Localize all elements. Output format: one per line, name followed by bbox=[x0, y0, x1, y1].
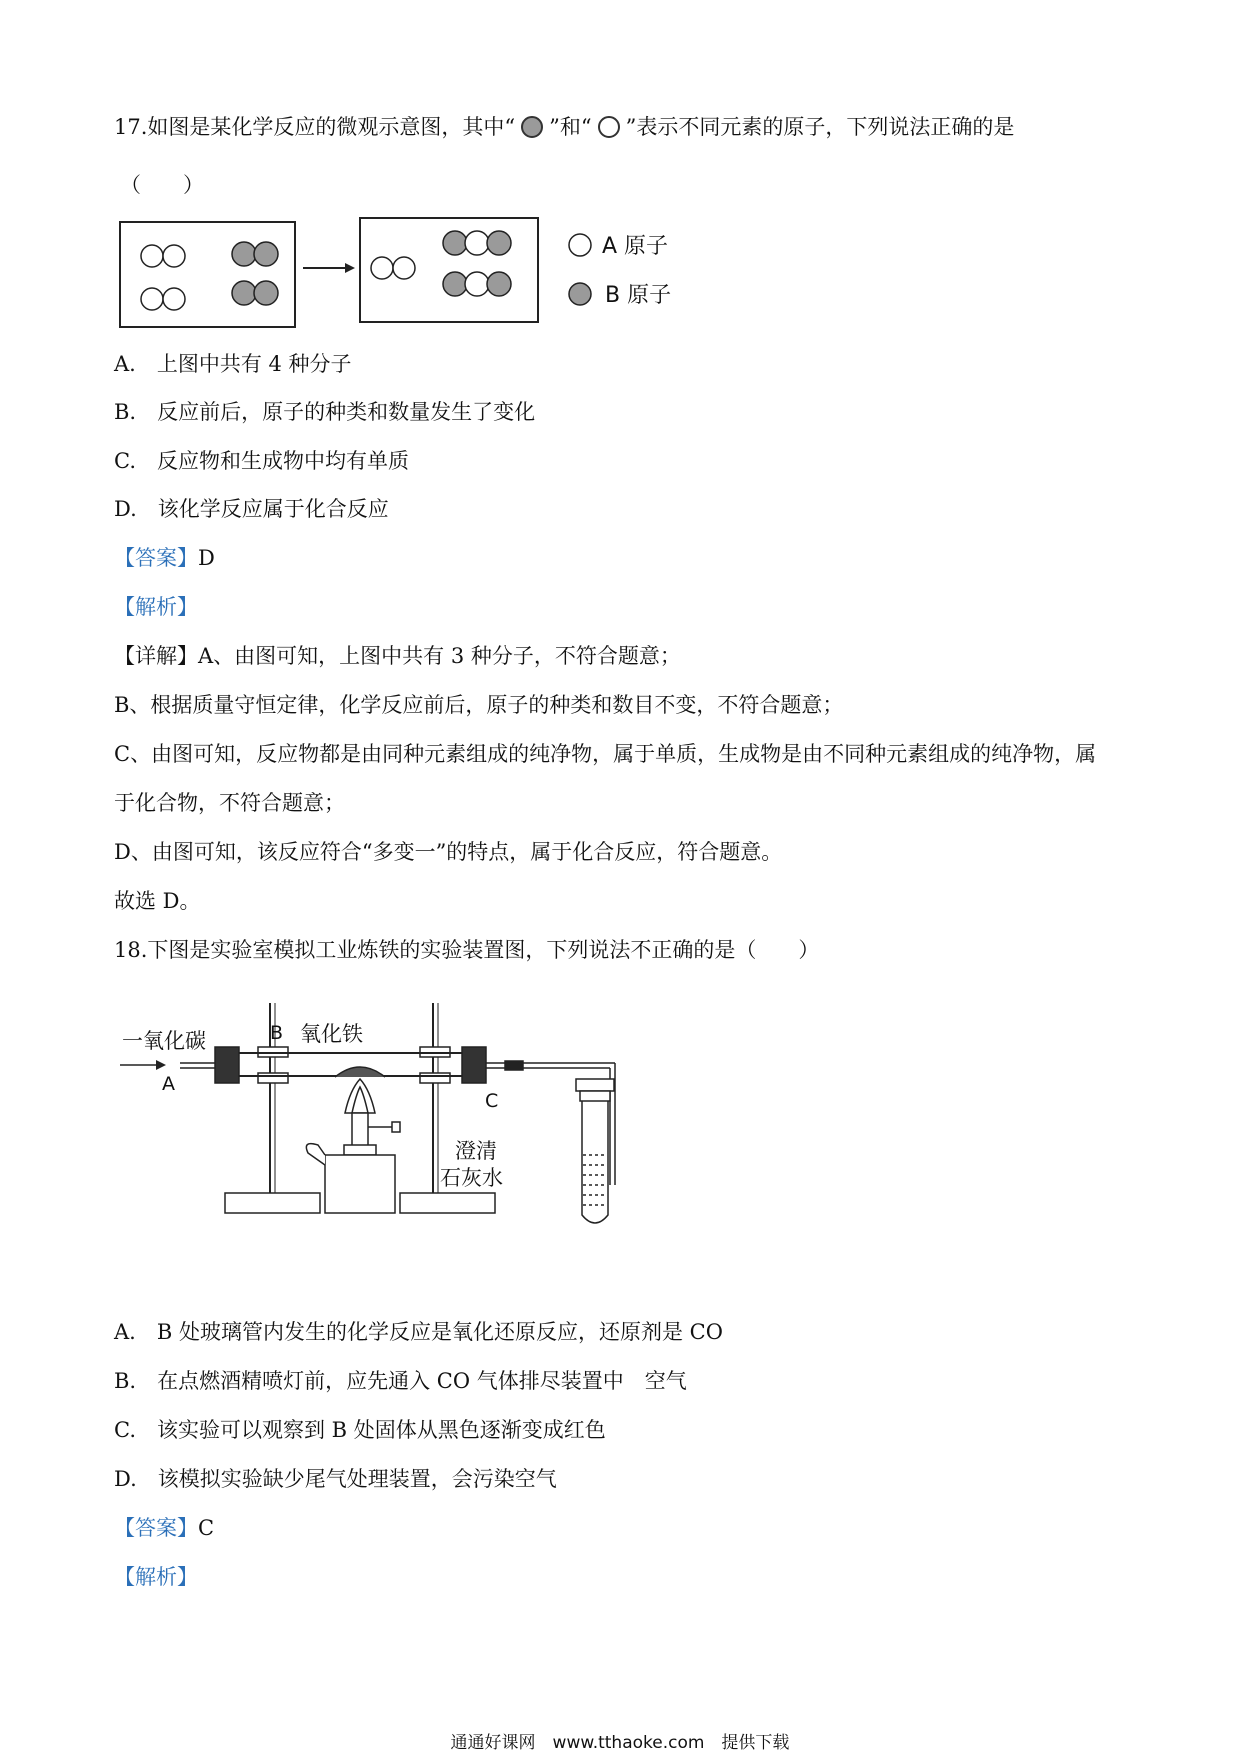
right-stand-base bbox=[400, 1193, 495, 1213]
q17-stem: 17.如图是某化学反应的微观示意图，其中“ ”和“ ”表示不同元素的原子，下列说法正确的是 bbox=[114, 115, 1015, 139]
q17-answer: 【答案】D bbox=[114, 546, 215, 570]
label-c: C bbox=[485, 1090, 499, 1112]
legend-white-atom-icon bbox=[569, 234, 591, 256]
legend-grey-atom-icon bbox=[569, 283, 591, 305]
q17-detail-line: 故选 D。 bbox=[114, 889, 201, 913]
q18-stem: 18.下图是实验室模拟工业炼铁的实验装置图，下列说法不正确的是（ ） bbox=[114, 938, 820, 962]
q17-detail-line: C、由图可知，反应物都是由同种元素组成的纯净物，属于单质，生成物是由不同种元素组成的纯净物，属 bbox=[114, 742, 1097, 766]
legend-a-label: A 原子 bbox=[602, 234, 669, 259]
grey-atom-icon bbox=[521, 116, 543, 138]
q17-option-a: A. 上图中共有 4 种分子 bbox=[114, 352, 352, 376]
label-a: A bbox=[162, 1073, 175, 1095]
q17-option-d: D. 该化学反应属于化合反应 bbox=[114, 497, 389, 521]
flame bbox=[345, 1079, 375, 1113]
q17-detail-line: B、根据质量守恒定律，化学反应前后，原子的种类和数目不变，不符合题意； bbox=[114, 693, 844, 717]
right-stopper bbox=[462, 1047, 486, 1083]
left-stopper bbox=[215, 1047, 239, 1083]
q17-option-b: B. 反应前后，原子的种类和数量发生了变化 bbox=[114, 400, 536, 424]
co-label: 一氧化碳 bbox=[122, 1029, 206, 1053]
q17-reaction-diagram bbox=[115, 215, 715, 335]
q17-paren: （ ） bbox=[120, 173, 204, 197]
white-atom-icon bbox=[598, 116, 620, 138]
q17-detail-line: 于化合物，不符合题意； bbox=[114, 791, 345, 815]
q18-option-a: A. B 处玻璃管内发生的化学反应是氧化还原反应，还原剂是 CO bbox=[114, 1320, 723, 1344]
iron-oxide-label: 氧化铁 bbox=[300, 1022, 363, 1046]
label-b: B bbox=[270, 1022, 284, 1044]
legend-b-label: B 原子 bbox=[605, 283, 672, 308]
reaction-arrow bbox=[303, 263, 355, 273]
q17-detail-line: D、由图可知，该反应符合“多变一”的特点，属于化合反应，符合题意。 bbox=[114, 840, 783, 864]
q17-detail-line: 【详解】A、由图可知，上图中共有 3 种分子，不符合题意； bbox=[114, 644, 681, 668]
q17-analysis-tag: 【解析】 bbox=[114, 595, 198, 619]
q17-option-c: C. 反应物和生成物中均有单质 bbox=[114, 449, 409, 473]
alcohol-burner bbox=[325, 1155, 395, 1213]
q18-option-c: C. 该实验可以观察到 B 处固体从黑色逐渐变成红色 bbox=[114, 1418, 606, 1442]
q18-option-d: D. 该模拟实验缺少尾气处理装置，会污染空气 bbox=[114, 1467, 557, 1491]
q18-apparatus-diagram bbox=[120, 995, 640, 1230]
limewater-label-1: 澄清 bbox=[455, 1139, 497, 1163]
reactant-box bbox=[120, 222, 295, 327]
iron-oxide-solid bbox=[335, 1067, 385, 1077]
q18-answer: 【答案】C bbox=[114, 1516, 215, 1540]
page-footer: 通通好课网 www.tthaoke.com 提供下载 bbox=[450, 1733, 790, 1753]
q18-option-b: B. 在点燃酒精喷灯前，应先通入 CO 气体排尽装置中 空气 bbox=[114, 1369, 687, 1393]
test-tube bbox=[582, 1085, 608, 1223]
q18-analysis-tag: 【解析】 bbox=[114, 1565, 198, 1589]
limewater-label-2: 石灰水 bbox=[440, 1166, 503, 1190]
left-stand-base bbox=[225, 1193, 320, 1213]
